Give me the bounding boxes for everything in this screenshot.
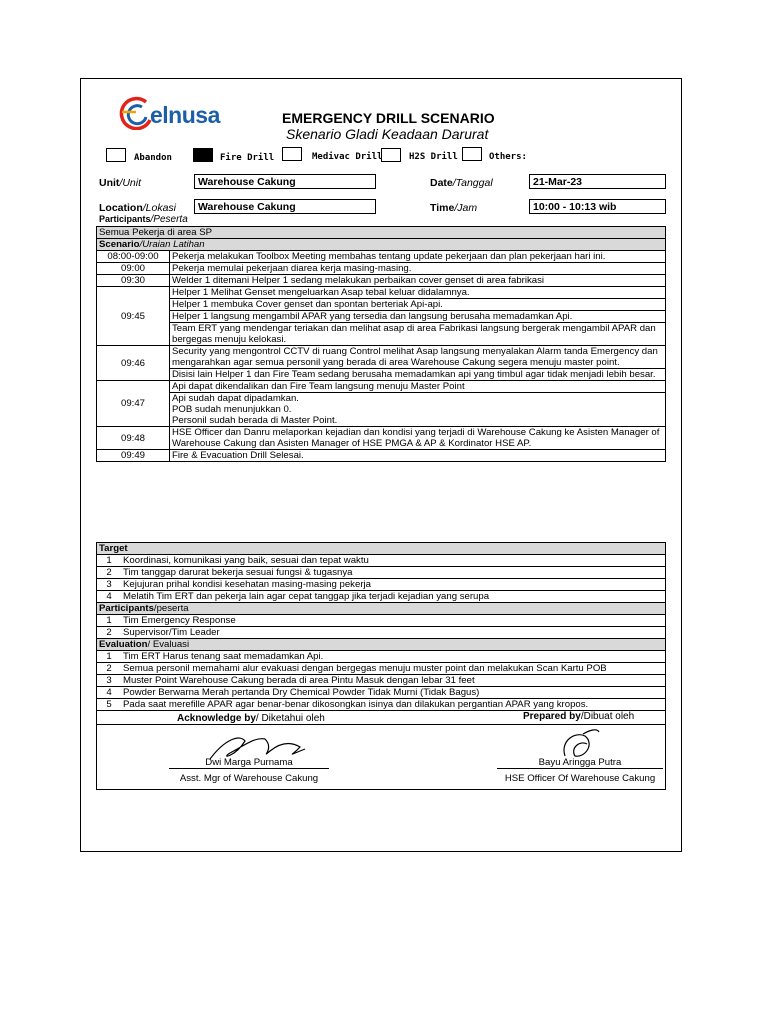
evaluation-item-row <box>97 651 666 663</box>
evaluation-item-text: Powder Berwarna Merah pertanda Dry Chemical Powder Tidak Murni (Tidak Bagus) <box>121 687 666 699</box>
evaluation-item-row <box>97 675 666 687</box>
others-checkbox[interactable] <box>462 147 482 161</box>
time-field[interactable]: 10:00 - 10:13 wib <box>529 199 666 214</box>
location-label: Location/Lokasi <box>99 202 177 214</box>
scenario-row <box>97 311 666 323</box>
time-label: Time/Jam <box>430 202 478 214</box>
scenario-description: Welder 1 ditemani Helper 1 sedang melakukan perbaikan cover genset di area fabrikasi <box>170 275 666 287</box>
scenario-header: Scenario/Uraian Latihan <box>97 239 666 251</box>
scenario-time: 09:47 <box>97 381 170 427</box>
scenario-row <box>97 323 666 346</box>
participant-item-number: 2 <box>97 627 122 639</box>
target-item-text: Koordinasi, komunikasi yang baik, sesuai dan tepat waktu <box>121 555 666 567</box>
scenario-row <box>97 275 666 287</box>
target-item-text: Kejujuran prihal kondisi kesehatan masing-masing pekerja <box>121 579 666 591</box>
evaluation-item-row <box>97 687 666 699</box>
scenario-row <box>97 393 666 427</box>
prepared-label: Prepared by/Dibuat oleh <box>523 711 635 722</box>
signature-block <box>97 711 666 790</box>
abandon-checkbox[interactable] <box>106 148 126 162</box>
scenario-row <box>97 263 666 275</box>
scenario-row <box>97 369 666 381</box>
scenario-row <box>97 450 666 462</box>
evaluation-item-text: Pada saat merefille APAR agar benar-benar dikosongkan isinya dan dilakukan pergantian APAR yang kropos. <box>121 699 666 711</box>
scenario-description: Team ERT yang mendengar teriakan dan melihat asap di area Fabrikasi langsung bergerak mengambil APAR dan bergegas menuju kelokasi. <box>170 323 666 346</box>
scenario-row <box>97 381 666 393</box>
left-signatory-name: Dwi Marga Purnama <box>169 757 329 769</box>
date-field[interactable]: 21-Mar-23 <box>529 174 666 189</box>
scenario-time: 09:00 <box>97 263 170 275</box>
acknowledge-label: Acknowledge by/ Diketahui oleh <box>177 713 325 724</box>
scenario-description: Api dapat dikendalikan dan Fire Team langsung menuju Master Point <box>170 381 666 393</box>
summary-table <box>96 542 666 790</box>
location-field[interactable]: Warehouse Cakung <box>194 199 376 214</box>
fire-drill-label: Fire Drill <box>220 153 275 163</box>
scenario-description: Security yang mengontrol CCTV di ruang Control melihat Asap langsung menyalakan Alarm tanda Emergency dan mengarahkan agar semua personil yang berada di area Warehouse Cakung segera menuju master point. <box>170 346 666 369</box>
participant-item-row <box>97 615 666 627</box>
evaluation-item-row <box>97 699 666 711</box>
scenario-row <box>97 251 666 263</box>
scenario-time: 09:46 <box>97 346 170 381</box>
scenario-description: Fire & Evacuation Drill Selesai. <box>170 450 666 462</box>
medivac-drill-checkbox[interactable] <box>282 147 302 161</box>
scenario-time: 08:00-09:00 <box>97 251 170 263</box>
date-label: Date/Tanggal <box>430 177 493 189</box>
participant-item-row <box>97 627 666 639</box>
scenario-description: Helper 1 membuka Cover genset dan spontan berteriak Api-api. <box>170 299 666 311</box>
others-label: Others: <box>489 152 527 162</box>
scenario-time: 09:30 <box>97 275 170 287</box>
evaluation-item-number: 3 <box>97 675 122 687</box>
evaluation-item-text: Muster Point Warehouse Cakung berada di area Pintu Masuk dengan lebar 31 feet <box>121 675 666 687</box>
participants-value: Semua Pekerja di area SP <box>97 227 666 239</box>
scenario-time: 09:49 <box>97 450 170 462</box>
h2s-drill-label: H2S Drill <box>409 152 458 162</box>
participants-label: Participants/Peserta <box>99 214 188 225</box>
scenario-description: Disisi lain Helper 1 dan Fire Team sedang berusaha memadamkan api yang timbul agar tidak menjadi lebih besar. <box>170 369 666 381</box>
right-signatory-name: Bayu Aringga Putra <box>497 757 663 769</box>
target-item-number: 3 <box>97 579 122 591</box>
participant-item-text: Supervisor/Tim Leader <box>121 627 666 639</box>
h2s-drill-checkbox[interactable] <box>381 148 401 162</box>
scenario-row <box>97 346 666 369</box>
target-header: Target <box>97 543 666 555</box>
page-subtitle: Skenario Gladi Keadaan Darurat <box>286 126 489 142</box>
target-item-number: 4 <box>97 591 122 603</box>
target-item-number: 1 <box>97 555 122 567</box>
evaluation-item-row <box>97 663 666 675</box>
participants2-header: Participants/peserta <box>97 603 666 615</box>
scenario-row <box>97 287 666 299</box>
target-item-row <box>97 591 666 603</box>
page-title: EMERGENCY DRILL SCENARIO <box>282 110 495 126</box>
evaluation-item-number: 4 <box>97 687 122 699</box>
scenario-table <box>96 226 666 462</box>
participant-item-number: 1 <box>97 615 122 627</box>
target-item-number: 2 <box>97 567 122 579</box>
participant-item-text: Tim Emergency Response <box>121 615 666 627</box>
target-item-row <box>97 567 666 579</box>
evaluation-item-number: 1 <box>97 651 122 663</box>
scenario-description: Pekerja melakukan Toolbox Meeting membahas tentang update pekerjaan dan plan pekerjaan hari ini. <box>170 251 666 263</box>
right-signatory-title: HSE Officer Of Warehouse Cakung <box>504 773 656 784</box>
evaluation-item-number: 5 <box>97 699 122 711</box>
scenario-description: HSE Officer dan Danru melaporkan kejadian dan kondisi yang terjadi di Warehouse Cakung ke Asisten Manager of Warehouse Cakung dan Asisten Manager of HSE PMGA & AP & Kordinator HSE AP. <box>170 427 666 450</box>
scenario-description: Pekerja memulai pekerjaan diarea kerja masing-masing. <box>170 263 666 275</box>
evaluation-header: Evaluation/ Evaluasi <box>97 639 666 651</box>
evaluation-item-text: Semua personil memahami alur evakuasi dengan bergegas menuju muster point dan melakukan Scan Kartu POB <box>121 663 666 675</box>
scenario-time: 09:45 <box>97 287 170 346</box>
unit-field[interactable]: Warehouse Cakung <box>194 174 376 189</box>
scenario-description: Api sudah dapat dipadamkan. POB sudah menunjukkan 0. Personil sudah berada di Master Point. <box>170 393 666 427</box>
scenario-row <box>97 427 666 450</box>
target-item-row <box>97 555 666 567</box>
target-item-text: Melatih Tim ERT dan pekerja lain agar cepat tanggap jika terjadi kejadian yang serupa <box>121 591 666 603</box>
scenario-description: Helper 1 langsung mengambil APAR yang tersedia dan langsung berusaha memadamkan Api. <box>170 311 666 323</box>
unit-label: Unit/Unit <box>99 177 142 189</box>
abandon-label: Abandon <box>134 153 172 163</box>
left-signatory-title: Asst. Mgr of Warehouse Cakung <box>179 773 319 784</box>
fire-drill-checkbox[interactable] <box>193 148 213 162</box>
evaluation-item-number: 2 <box>97 663 122 675</box>
logo-text: elnusa <box>150 102 220 128</box>
scenario-time: 09:48 <box>97 427 170 450</box>
medivac-drill-label: Medivac Drill <box>312 152 383 162</box>
scenario-row <box>97 299 666 311</box>
target-item-text: Tim tanggap darurat bekerja sesuai fungsi & tugasnya <box>121 567 666 579</box>
scenario-description: Helper 1 Melihat Genset mengeluarkan Asap tebal keluar didalamnya. <box>170 287 666 299</box>
evaluation-item-text: Tim ERT Harus tenang saat memadamkan Api. <box>121 651 666 663</box>
target-item-row <box>97 579 666 591</box>
